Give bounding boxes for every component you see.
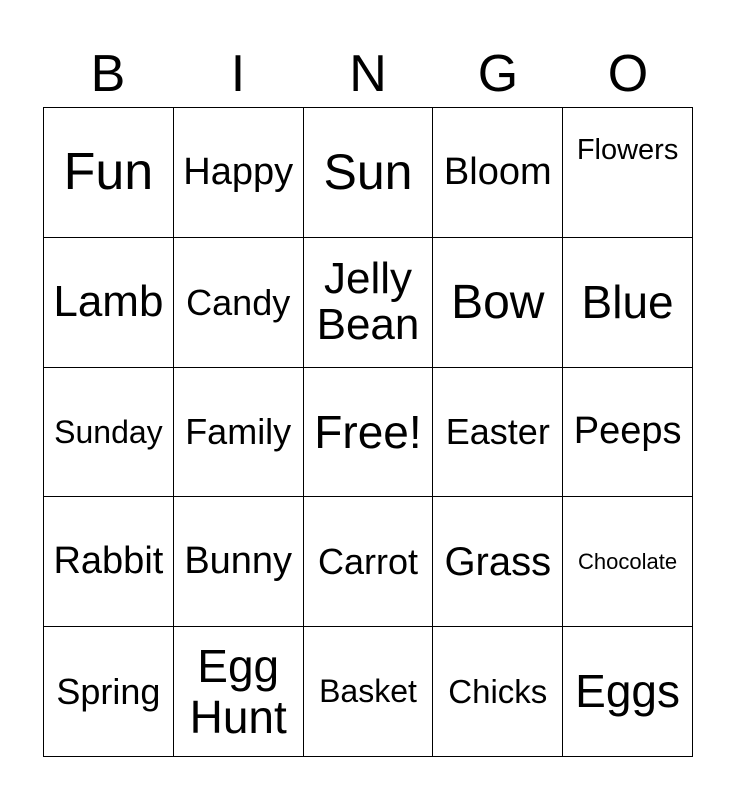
bingo-cell-text: Blue	[581, 275, 674, 328]
bingo-cell-text: Chocolate	[578, 549, 678, 575]
bingo-cell-text: Rabbit	[53, 539, 164, 582]
bingo-cell-text: Peeps	[573, 410, 682, 453]
bingo-cell-text: Grass	[444, 539, 552, 584]
bingo-cell	[433, 238, 563, 368]
bingo-cell	[433, 108, 563, 238]
bingo-cell-text: Basket	[319, 673, 417, 710]
bingo-cell	[174, 238, 304, 368]
bingo-cell	[44, 497, 174, 627]
bingo-cell-text: Candy	[186, 281, 291, 323]
bingo-cell-text: Easter	[445, 411, 550, 453]
bingo-cell	[563, 108, 693, 238]
bingo-cell-text: Free!	[314, 405, 422, 458]
bingo-cell	[174, 497, 304, 627]
bingo-cell	[433, 497, 563, 627]
bingo-cell-text: Spring	[56, 670, 161, 712]
bingo-cell	[563, 238, 693, 368]
bingo-cell-text: Bunny	[184, 539, 293, 582]
bingo-cell	[304, 238, 434, 368]
bingo-cell	[44, 368, 174, 498]
bingo-cell	[174, 368, 304, 498]
header-letter-g: G	[477, 45, 519, 103]
bingo-cell	[563, 627, 693, 757]
bingo-cell	[44, 108, 174, 238]
bingo-cell	[44, 238, 174, 368]
bingo-cell	[44, 627, 174, 757]
bingo-cell-text: Happy	[183, 150, 294, 193]
bingo-cell	[174, 627, 304, 757]
bingo-cell-text: Carrot	[317, 541, 418, 583]
header-letter-i: I	[230, 45, 246, 103]
bingo-cell-text: Sunday	[54, 413, 163, 450]
bingo-cell-text: Fun	[63, 142, 154, 201]
bingo-cell	[174, 108, 304, 238]
bingo-cell-text: Egg Hunt	[189, 640, 287, 743]
bingo-cell-text: Chicks	[448, 672, 548, 710]
header-letter-o: O	[607, 45, 649, 103]
bingo-cell-text: Eggs	[575, 665, 681, 718]
header-letter-b: B	[90, 45, 126, 103]
bingo-cell	[304, 497, 434, 627]
bingo-cell	[304, 627, 434, 757]
bingo-cell-text: Lamb	[53, 276, 164, 326]
bingo-cell	[563, 368, 693, 498]
bingo-cell-text: Sun	[323, 143, 413, 200]
bingo-cell	[563, 497, 693, 627]
bingo-cell	[433, 368, 563, 498]
bingo-cell-text: Jelly Bean	[316, 254, 420, 350]
bingo-cell-text: Bloom	[443, 150, 552, 193]
bingo-cell	[304, 108, 434, 238]
bingo-cell-text: Family	[185, 411, 292, 453]
bingo-cell	[433, 627, 563, 757]
bingo-cell-text: Flowers	[576, 133, 679, 166]
bingo-cell-text: Bow	[451, 275, 545, 329]
bingo-header	[43, 42, 693, 106]
header-letter-n: N	[349, 45, 387, 103]
bingo-card-grid	[43, 107, 693, 757]
bingo-cell	[304, 368, 434, 498]
